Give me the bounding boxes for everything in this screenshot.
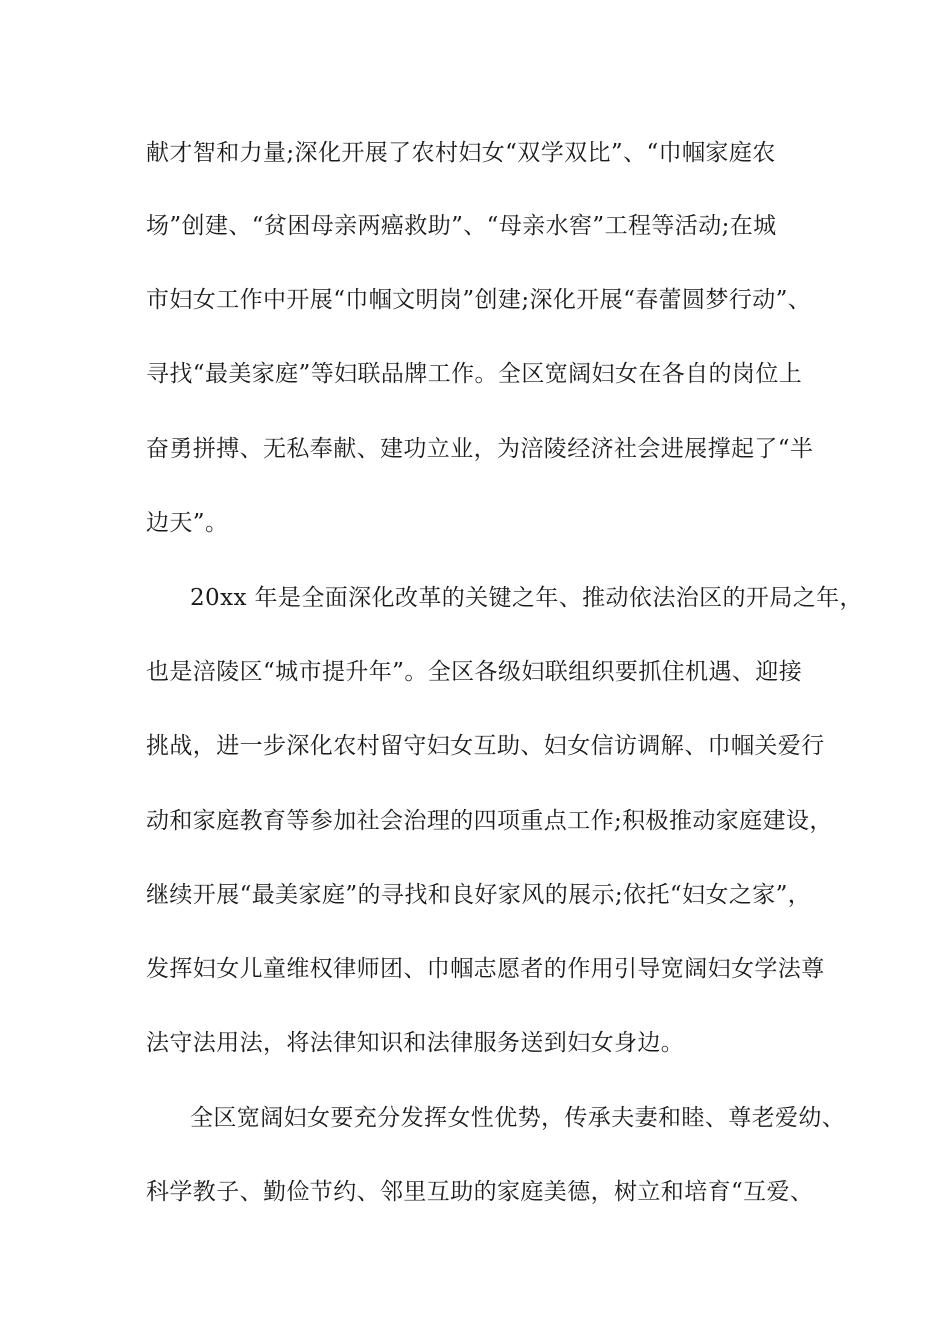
text-line-1: 献才智和力量;深化开展了农村妇女“双学双比”、“巾帼家庭农 bbox=[146, 140, 776, 166]
text-line-15: 科学教子、勤俭节约、邻里互助的家庭美德，树立和培育“互爱、 bbox=[146, 1179, 814, 1205]
text-line-11: 继续开展“最美家庭”的寻找和良好家风的展示;依托“妇女之家”， bbox=[146, 882, 812, 908]
text-line-7: 20xx 年是全面深化改革的关键之年、推动依法治区的开局之年， bbox=[190, 585, 863, 611]
text-line-14: 全区宽阔妇女要充分发挥女性优势，传承夫妻和睦、尊老爱幼、 bbox=[190, 1105, 846, 1131]
text-line-6: 边天”。 bbox=[146, 510, 229, 536]
text-line-13: 法守法用法，将法律知识和法律服务送到妇女身边。 bbox=[146, 1030, 685, 1056]
text-line-8: 也是涪陵区“城市提升年”。全区各级妇联组织要抓住机遇、迎接 bbox=[146, 659, 803, 685]
text-line-3: 市妇女工作中开展“巾帼文明岗”创建;深化开展“春蕾圆梦行动”、 bbox=[146, 287, 812, 313]
text-line-5: 奋勇拼搏、无私奉献、建功立业，为涪陵经济社会进展撑起了“半 bbox=[146, 436, 814, 462]
text-line-12: 发挥妇女儿童维权律师团、巾帼志愿者的作用引导宽阔妇女学法尊 bbox=[146, 956, 825, 982]
text-line-2: 场”创建、“贫困母亲两癌救助”、“母亲水窖”工程等活动;在城 bbox=[146, 213, 777, 239]
text-line-10: 动和家庭教育等参加社会治理的四项重点工作;积极推动家庭建设， bbox=[146, 808, 833, 834]
text-line-9: 挑战，进一步深化农村留守妇女互助、妇女信访调解、巾帼关爱行 bbox=[146, 733, 825, 759]
text-line-4: 寻找“最美家庭”等妇联品牌工作。全区宽阔妇女在各自的岗位上 bbox=[146, 361, 803, 387]
